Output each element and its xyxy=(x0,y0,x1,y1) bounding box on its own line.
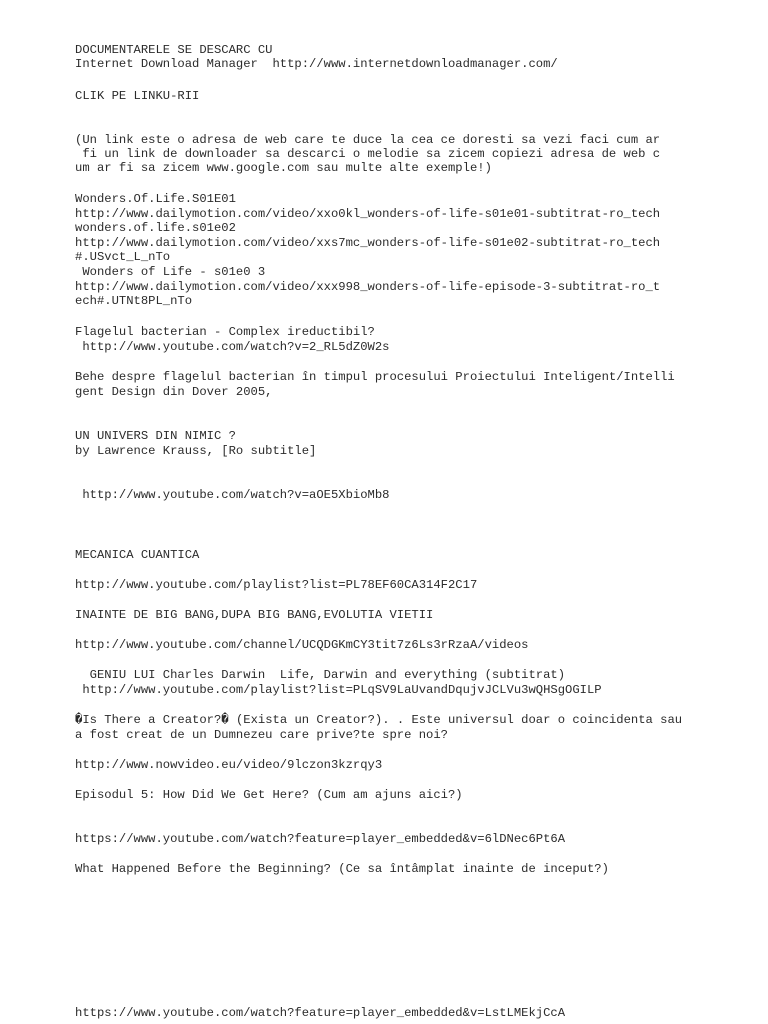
title-line: Wonders of Life - s01e0 3 xyxy=(75,265,266,279)
title-line: Flagelul bacterian - Complex ireductibil? xyxy=(75,325,375,339)
title-line: Wonders.Of.Life.S01E01 xyxy=(75,192,236,206)
url-line[interactable]: #.USvct_L_nTo xyxy=(75,250,171,264)
url-line[interactable]: http://www.dailymotion.com/video/xxo0kl_wonders-of-life-s01e01-subtitrat-ro_tech xyxy=(75,207,661,221)
url-line[interactable]: http://www.nowvideo.eu/video/9lczon3kzrqy3 xyxy=(75,758,383,772)
text-line: (Un link este o adresa de web care te duce la cea ce doresti sa vezi faci cum ar xyxy=(75,133,661,147)
title-line: Episodul 5: How Did We Get Here? (Cum am ajuns aici?) xyxy=(75,788,463,802)
title-line: INAINTE DE BIG BANG,DUPA BIG BANG,EVOLUTIA VIETII xyxy=(75,608,434,622)
text-line: a fost creat de un Dumnezeu care prive?te spre noi? xyxy=(75,728,448,742)
heading-line: CLIK PE LINKU-RII xyxy=(75,89,200,103)
title-line: MECANICA CUANTICA xyxy=(75,548,200,562)
url-line[interactable]: http://www.youtube.com/playlist?list=PL78EF60CA314F2C17 xyxy=(75,578,478,592)
text-line: gent Design din Dover 2005, xyxy=(75,385,273,399)
url-line[interactable]: http://www.dailymotion.com/video/xxx998_wonders-of-life-episode-3-subtitrat-ro_t xyxy=(75,280,661,294)
url-line[interactable]: http://www.dailymotion.com/video/xxs7mc_wonders-of-life-s01e02-subtitrat-ro_tech xyxy=(75,236,661,250)
url-line[interactable]: http://www.youtube.com/playlist?list=PLqSV9LaUvandDqujvJCLVu3wQHSgOGILP xyxy=(75,683,602,697)
url-line[interactable]: ech#.UTNt8PL_nTo xyxy=(75,294,193,308)
download-manager-line[interactable]: Internet Download Manager http://www.internetdownloadmanager.com/ xyxy=(75,57,558,71)
text-line: by Lawrence Krauss, [Ro subtitle] xyxy=(75,444,317,458)
url-line[interactable]: https://www.youtube.com/watch?feature=player_embedded&v=6lDNec6Pt6A xyxy=(75,832,566,846)
title-line: wonders.of.life.s01e02 xyxy=(75,221,236,235)
title-line: GENIU LUI Charles Darwin Life, Darwin and everything (subtitrat) xyxy=(75,668,566,682)
text-line: �Is There a Creator?� (Exista un Creator?). . Este universul doar o coincidenta sau xyxy=(75,713,683,727)
url-line[interactable]: http://www.youtube.com/watch?v=2_RL5dZ0W2s xyxy=(75,340,390,354)
title-line: UN UNIVERS DIN NIMIC ? xyxy=(75,429,236,443)
title-line: What Happened Before the Beginning? (Ce sa întâmplat inainte de inceput?) xyxy=(75,862,609,876)
text-line: um ar fi sa zicem www.google.com sau multe alte exemple!) xyxy=(75,161,492,175)
url-line[interactable]: https://www.youtube.com/watch?feature=player_embedded&v=LstLMEkjCcA xyxy=(75,1006,566,1020)
url-line[interactable]: http://www.youtube.com/channel/UCQDGKmCY3tit7z6Ls3rRzaA/videos xyxy=(75,638,529,652)
text-line: fi un link de downloader sa descarci o melodie sa zicem copiezi adresa de web c xyxy=(75,147,661,161)
heading-line: DOCUMENTARELE SE DESCARC CU xyxy=(75,43,273,57)
text-line: Behe despre flagelul bacterian în timpul procesului Proiectului Inteligent/Intelli xyxy=(75,370,675,384)
url-line[interactable]: http://www.youtube.com/watch?v=aOE5XbioMb8 xyxy=(75,488,390,502)
